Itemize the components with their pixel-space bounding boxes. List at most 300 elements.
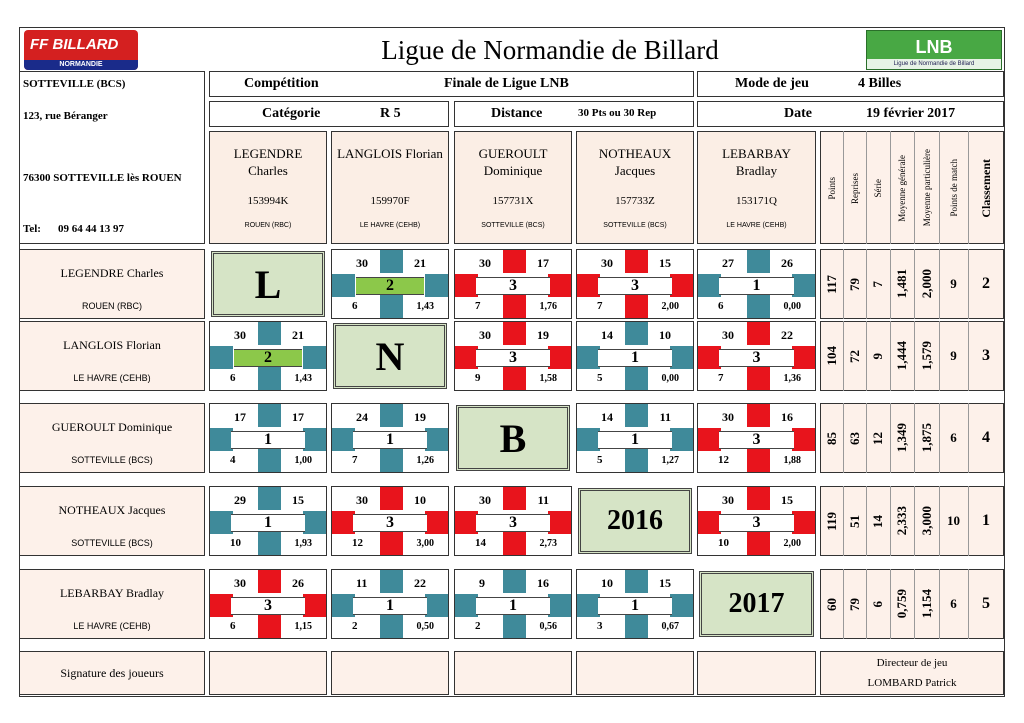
stat-value: 1,444 <box>894 341 909 371</box>
match-points: 30 <box>479 328 491 342</box>
player-row-club: LE HAVRE (CEHB) <box>73 373 151 383</box>
match-average: 2,00 <box>783 538 801 549</box>
match-average: 1,27 <box>661 455 679 466</box>
stat-cell <box>914 486 939 556</box>
competition-label: Compétition <box>244 76 319 91</box>
stat-value: 79 <box>846 597 862 611</box>
match-opponent-points: 15 <box>781 493 793 507</box>
match-points: 30 <box>356 493 368 507</box>
stat-value: 0,759 <box>894 589 909 619</box>
stat-value: 1,349 <box>894 423 909 453</box>
result-marker <box>380 570 403 593</box>
match-innings: 14 <box>475 537 486 549</box>
result-marker <box>577 428 600 451</box>
player-header-club: LE HAVRE (CEHB) <box>726 222 787 229</box>
stat-value: 1,154 <box>918 589 934 619</box>
club-tel-label: Tel: <box>23 223 41 235</box>
stat-value: 119 <box>823 511 839 531</box>
club-tel: 09 64 44 13 97 <box>58 223 124 235</box>
result-marker <box>332 594 355 617</box>
result-marker <box>303 511 326 534</box>
stat-value: 51 <box>846 514 862 528</box>
result-marker <box>698 428 721 451</box>
match-cell <box>454 569 572 639</box>
stat-value: 2,000 <box>918 269 934 299</box>
stat-cell <box>866 249 890 319</box>
result-marker <box>792 428 815 451</box>
player-header-club: SOTTEVILLE (BCS) <box>603 222 667 229</box>
stat-cell <box>890 486 914 556</box>
match-innings: 10 <box>718 537 729 549</box>
stat-value: 1,875 <box>918 423 934 453</box>
match-points: 10 <box>601 576 613 590</box>
match-opponent-points: 22 <box>781 328 793 342</box>
match-cell <box>331 403 449 473</box>
director-label: Directeur de jeu <box>876 657 948 669</box>
match-cell <box>576 569 694 639</box>
player-header-license: 153994K <box>247 195 289 207</box>
result-marker <box>503 532 526 555</box>
stat-header-label: Reprises <box>849 172 860 204</box>
stat-cell <box>866 569 890 639</box>
match-opponent-points: 15 <box>292 493 304 507</box>
stat-header-label: Points de match <box>948 159 959 217</box>
result-marker <box>625 404 648 427</box>
match-innings: 7 <box>718 372 724 384</box>
result-marker <box>303 594 326 617</box>
result-marker <box>548 274 571 297</box>
match-average: 0,50 <box>416 621 434 632</box>
player-row-name: LEBARBAY Bradlay <box>59 586 165 600</box>
match-average: 3,00 <box>416 538 434 549</box>
match-opponent-points: 16 <box>537 576 549 590</box>
result-marker <box>380 250 403 273</box>
match-result: 3 <box>476 277 550 295</box>
player-header-license: 157733Z <box>615 195 655 207</box>
match-result: 3 <box>231 597 305 615</box>
match-innings: 6 <box>352 300 358 312</box>
match-result: 1 <box>598 349 672 367</box>
stat-cell <box>968 569 1004 639</box>
result-marker <box>625 570 648 593</box>
match-average: 1,00 <box>294 455 312 466</box>
lnb-logo <box>866 30 1002 70</box>
match-result: 2 <box>234 349 302 367</box>
match-innings: 6 <box>230 620 236 632</box>
match-average: 1,76 <box>539 301 557 312</box>
result-marker <box>625 322 648 345</box>
match-cell <box>576 249 694 319</box>
result-marker <box>792 346 815 369</box>
result-marker <box>258 404 281 427</box>
result-marker <box>258 487 281 510</box>
match-average: 1,43 <box>416 301 434 312</box>
stat-cell <box>939 321 968 391</box>
result-marker <box>455 274 478 297</box>
result-marker <box>303 346 326 369</box>
match-opponent-points: 17 <box>292 410 304 424</box>
match-points: 14 <box>601 410 613 424</box>
match-average: 0,67 <box>661 621 679 632</box>
match-points: 30 <box>234 576 246 590</box>
stat-value: 60 <box>823 597 839 611</box>
result-marker <box>258 615 281 638</box>
result-marker <box>625 367 648 390</box>
stat-cell <box>914 249 939 319</box>
stat-cell <box>866 321 890 391</box>
player-row-club: SOTTEVILLE (BCS) <box>71 455 153 465</box>
match-result: 3 <box>719 431 794 449</box>
result-marker <box>380 449 403 472</box>
result-marker <box>698 346 721 369</box>
stat-cell <box>914 321 939 391</box>
club-address: 123, rue Béranger <box>23 110 108 122</box>
match-result: 1 <box>353 597 427 615</box>
match-opponent-points: 10 <box>414 493 426 507</box>
player-header-license: 153171Q <box>736 195 777 207</box>
result-marker <box>332 274 355 297</box>
result-marker <box>332 511 355 534</box>
match-points: 24 <box>356 410 368 424</box>
stat-cell <box>843 249 866 319</box>
stat-value: 3,000 <box>918 506 934 536</box>
match-result: 3 <box>598 277 672 295</box>
player-row-name: LANGLOIS Florian <box>63 338 161 352</box>
result-marker <box>380 487 403 510</box>
diagonal-label: L <box>211 251 325 317</box>
mode-label: Mode de jeu <box>735 76 809 91</box>
match-innings: 7 <box>475 300 481 312</box>
result-marker <box>503 250 526 273</box>
stat-value: 12 <box>870 431 885 445</box>
stat-header-cell <box>890 136 914 240</box>
match-points: 30 <box>722 328 734 342</box>
result-marker <box>332 428 355 451</box>
match-points: 14 <box>601 328 613 342</box>
stat-value: 85 <box>823 431 839 445</box>
result-marker <box>380 295 403 318</box>
result-marker <box>425 594 448 617</box>
match-points: 30 <box>479 256 491 270</box>
result-marker <box>210 346 233 369</box>
stat-value: 9 <box>950 348 957 363</box>
match-average: 1,88 <box>783 455 801 466</box>
result-marker <box>670 274 693 297</box>
match-innings: 2 <box>475 620 481 632</box>
result-marker <box>625 295 648 318</box>
match-result: 3 <box>476 349 550 367</box>
match-cell <box>209 321 327 391</box>
stat-cell <box>820 569 843 639</box>
ffbillard-logo-sub: NORMANDIE <box>24 60 138 70</box>
stat-cell <box>968 321 1004 391</box>
competition-value: Finale de Ligue LNB <box>444 76 569 91</box>
result-marker <box>210 511 233 534</box>
stat-value: 9 <box>870 352 885 360</box>
lnb-logo-text: LNB <box>915 37 953 57</box>
player-header-club: SOTTEVILLE (BCS) <box>481 222 545 229</box>
match-opponent-points: 17 <box>537 256 549 270</box>
match-result: 1 <box>719 277 794 295</box>
distance-box <box>454 101 694 127</box>
stat-header-cell <box>866 136 890 240</box>
result-marker <box>258 532 281 555</box>
stat-cell <box>968 249 1004 319</box>
stat-value: 6 <box>870 600 885 608</box>
stat-value: 9 <box>950 276 957 291</box>
match-cell <box>209 569 327 639</box>
ranking-value: 3 <box>982 347 990 364</box>
result-marker <box>670 346 693 369</box>
signature-cell-5 <box>697 651 816 695</box>
stat-value: 63 <box>846 431 862 445</box>
match-cell <box>697 249 816 319</box>
stat-cell <box>890 569 914 639</box>
result-marker <box>210 594 233 617</box>
match-average: 1,58 <box>539 373 557 384</box>
result-marker <box>258 367 281 390</box>
result-marker <box>503 367 526 390</box>
match-cell <box>697 321 816 391</box>
result-marker <box>503 615 526 638</box>
match-cell <box>454 486 572 556</box>
match-points: 30 <box>234 328 246 342</box>
match-cell <box>454 321 572 391</box>
result-marker <box>548 346 571 369</box>
result-marker <box>258 570 281 593</box>
match-result: 1 <box>598 597 672 615</box>
stat-value: 1,481 <box>894 269 909 299</box>
diagonal-label: 2017 <box>699 571 814 637</box>
result-marker <box>747 322 770 345</box>
match-innings: 7 <box>597 300 603 312</box>
stat-cell <box>820 249 843 319</box>
stat-cell <box>843 486 866 556</box>
match-points: 11 <box>356 576 368 590</box>
ranking-value: 1 <box>982 512 990 529</box>
ranking-value: 2 <box>982 275 990 292</box>
result-marker <box>747 487 770 510</box>
stat-value: 14 <box>870 514 885 528</box>
result-marker <box>747 367 770 390</box>
match-cell <box>697 486 816 556</box>
result-marker <box>625 250 648 273</box>
club-city: 76300 SOTTEVILLE lès ROUEN <box>23 172 182 184</box>
match-innings: 3 <box>597 620 603 632</box>
stat-cell <box>939 403 968 473</box>
mode-value: 4 Billes <box>858 76 902 91</box>
ffbillard-logo-text: FF BILLARD <box>30 36 119 53</box>
result-marker <box>577 274 600 297</box>
stat-cell <box>968 403 1004 473</box>
result-marker <box>455 594 478 617</box>
result-marker <box>380 532 403 555</box>
stat-cell <box>939 486 968 556</box>
date-box <box>697 101 1004 127</box>
match-innings: 10 <box>230 537 241 549</box>
match-opponent-points: 22 <box>414 576 426 590</box>
match-innings: 4 <box>230 454 236 466</box>
category-value: R 5 <box>380 106 401 121</box>
match-opponent-points: 11 <box>659 410 671 424</box>
match-result: 1 <box>231 431 305 449</box>
match-innings: 7 <box>352 454 358 466</box>
match-cell <box>331 486 449 556</box>
result-marker <box>210 428 233 451</box>
date-label: Date <box>784 106 812 121</box>
stat-cell <box>914 569 939 639</box>
match-opponent-points: 11 <box>537 493 549 507</box>
match-average: 1,26 <box>416 455 434 466</box>
match-result: 2 <box>356 277 424 295</box>
result-marker <box>503 322 526 345</box>
stat-header-cell <box>843 136 866 240</box>
match-result: 1 <box>353 431 427 449</box>
stat-value: 7 <box>870 280 885 288</box>
result-marker <box>425 511 448 534</box>
diagonal-label: B <box>456 405 570 471</box>
result-marker <box>625 449 648 472</box>
match-opponent-points: 19 <box>414 410 426 424</box>
stat-value: 2,333 <box>894 506 909 536</box>
director-name: LOMBARD Patrick <box>867 677 957 689</box>
stat-cell <box>843 569 866 639</box>
result-marker <box>258 322 281 345</box>
match-opponent-points: 26 <box>781 256 793 270</box>
result-marker <box>698 511 721 534</box>
stat-header-label: Moyenne générale <box>897 154 907 222</box>
result-marker <box>577 594 600 617</box>
match-cell <box>331 569 449 639</box>
match-points: 29 <box>234 493 246 507</box>
stat-cell <box>890 249 914 319</box>
stat-cell <box>939 249 968 319</box>
player-header-firstname: Charles <box>248 163 288 178</box>
ranking-value: 5 <box>982 595 990 612</box>
player-header-club: ROUEN (RBC) <box>244 222 292 229</box>
result-marker <box>548 594 571 617</box>
result-marker <box>792 511 815 534</box>
player-row-club: LE HAVRE (CEHB) <box>73 621 151 631</box>
match-result: 1 <box>598 431 672 449</box>
match-average: 1,93 <box>294 538 312 549</box>
match-opponent-points: 10 <box>659 328 671 342</box>
diagonal-label: 2016 <box>578 488 692 554</box>
lnb-logo-sub: Ligue de Normandie de Billard <box>867 59 1001 69</box>
match-points: 30 <box>479 493 491 507</box>
player-row-club: SOTTEVILLE (BCS) <box>71 538 153 548</box>
player-row-name: GUEROULT Dominique <box>51 420 173 434</box>
result-marker <box>455 511 478 534</box>
stat-cell <box>843 321 866 391</box>
player-header-firstname: Bradlay <box>735 163 778 178</box>
player-header-lastname: LANGLOIS Florian <box>337 146 443 161</box>
club-panel <box>19 71 205 244</box>
stat-cell <box>866 403 890 473</box>
result-marker <box>747 404 770 427</box>
club-name: SOTTEVILLE (BCS) <box>23 78 126 90</box>
match-points: 30 <box>722 493 734 507</box>
match-opponent-points: 19 <box>537 328 549 342</box>
match-average: 1,15 <box>294 621 312 632</box>
ffbillard-logo <box>24 30 138 70</box>
result-marker <box>380 404 403 427</box>
result-marker <box>747 250 770 273</box>
match-result: 1 <box>231 514 305 532</box>
stat-cell <box>914 403 939 473</box>
stat-value: 117 <box>823 274 839 294</box>
match-innings: 6 <box>230 372 236 384</box>
signature-label: Signature des joueurs <box>60 665 164 680</box>
match-average: 0,00 <box>783 301 801 312</box>
result-marker <box>792 274 815 297</box>
match-average: 0,56 <box>539 621 557 632</box>
match-average: 2,00 <box>661 301 679 312</box>
match-average: 0,00 <box>661 373 679 384</box>
stat-cell <box>843 403 866 473</box>
result-marker <box>503 487 526 510</box>
player-header-club: LE HAVRE (CEHB) <box>359 222 421 229</box>
stat-cell <box>890 403 914 473</box>
match-cell <box>697 403 816 473</box>
stat-value: 1,579 <box>918 341 934 371</box>
result-marker <box>698 274 721 297</box>
signature-cell-1 <box>209 651 327 695</box>
match-average: 2,73 <box>539 538 557 549</box>
stat-header-cell <box>968 136 1004 240</box>
stat-header-label: Moyenne particulière <box>921 149 932 227</box>
match-opponent-points: 21 <box>292 328 304 342</box>
match-cell <box>454 249 572 319</box>
match-result: 3 <box>719 514 794 532</box>
stat-cell <box>820 403 843 473</box>
match-cell <box>209 403 327 473</box>
result-marker <box>747 532 770 555</box>
stat-value: 10 <box>947 513 960 528</box>
result-marker <box>455 346 478 369</box>
category-box <box>209 101 449 127</box>
stat-header-cell <box>820 136 843 240</box>
stat-value: 104 <box>823 346 839 366</box>
match-opponent-points: 15 <box>659 576 671 590</box>
match-result: 3 <box>476 514 550 532</box>
stat-header-label: Classement <box>978 158 993 218</box>
match-opponent-points: 21 <box>414 256 426 270</box>
match-average: 1,43 <box>294 373 312 384</box>
stat-header-cell <box>914 136 939 240</box>
stat-value: 79 <box>846 277 862 291</box>
stat-cell <box>939 569 968 639</box>
result-marker <box>670 428 693 451</box>
distance-label: Distance <box>491 106 543 121</box>
signature-cell-2 <box>331 651 449 695</box>
player-header-lastname: LEBARBAY <box>722 146 791 161</box>
match-innings: 9 <box>475 372 481 384</box>
stat-value: 72 <box>846 349 862 363</box>
match-innings: 5 <box>597 372 603 384</box>
match-points: 30 <box>722 410 734 424</box>
match-innings: 12 <box>718 454 729 466</box>
player-header-license: 157731X <box>492 195 534 207</box>
distance-value: 30 Pts ou 30 Rep <box>578 107 657 119</box>
stat-value: 6 <box>950 596 957 611</box>
match-cell <box>331 249 449 319</box>
date-value: 19 février 2017 <box>866 106 956 121</box>
player-header-license: 159970F <box>370 195 410 207</box>
result-marker <box>747 449 770 472</box>
match-average: 1,36 <box>783 373 801 384</box>
match-innings: 6 <box>718 300 724 312</box>
